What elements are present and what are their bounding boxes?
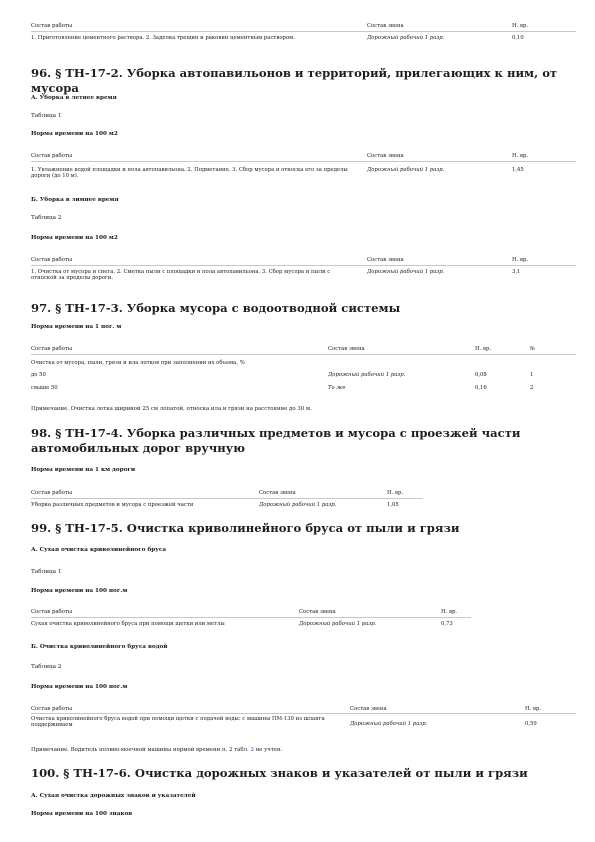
- s96-a-norm-label: Норма времени на 100 м2: [31, 131, 118, 137]
- table-rule: [31, 713, 576, 714]
- work-cell: Уборка различных предметов и мусора с проезжей части: [31, 502, 194, 508]
- header-crew: Состав звена: [299, 609, 336, 615]
- header-work: Состав работы: [31, 23, 73, 29]
- crew-cell: Дорожный рабочий 1 разр.: [328, 372, 406, 378]
- table-rule: [31, 31, 576, 32]
- s96-a-subheading: А. Уборка в летнее время: [31, 95, 117, 101]
- header-norm: Н. вр.: [512, 257, 529, 263]
- s96-b-table-label: Таблица 2: [31, 215, 62, 221]
- norm-cell: 1,05: [387, 502, 399, 508]
- header-work: Состав работы: [31, 346, 73, 352]
- table-rule: [31, 161, 576, 162]
- header-work: Состав работы: [31, 257, 73, 263]
- work-cell: свыше 50: [31, 385, 58, 391]
- norm-cell: 0,59: [525, 721, 537, 727]
- no-cell: 1: [530, 372, 534, 378]
- crew-cell: Дорожный рабочий 1 разр.: [350, 721, 428, 727]
- crew-cell: Дорожный рабочий 1 разр.: [367, 167, 445, 173]
- header-norm: Н. вр.: [512, 23, 529, 29]
- norm-cell: 1,45: [512, 167, 524, 173]
- crew-cell: Дорожный рабочий 1 разр.: [367, 35, 445, 41]
- group-cell: Очистка от мусора, пыли, грязи и ила лотков при заполнении их объема, %: [31, 360, 245, 366]
- s97-norm-label: Норма времени на 1 пог. м: [31, 324, 122, 330]
- no-cell: 2: [530, 385, 534, 391]
- s99-a-norm-label: Норма времени на 100 пог.м: [31, 588, 128, 594]
- header-norm: Н. вр.: [525, 706, 542, 712]
- header-norm: Н. вр.: [475, 346, 492, 352]
- s99-a-table-label: Таблица 1: [31, 569, 62, 575]
- work-cell: 1. Приготовление цементного раствора. 2. Заделка трещин и раковин цементным раствором.: [31, 35, 295, 41]
- s96-a-table-label: Таблица 1: [31, 113, 62, 119]
- work-cell: Сухая очистка криволинейного бруса при помощи щетки или метлы: [31, 621, 225, 627]
- s99-a-subheading: А. Сухая очистка криволинейного бруса: [31, 547, 167, 553]
- s99-note-text: Примечание. Водитель поливо-моечной машины нормой времени п. 2 табл.: [31, 747, 251, 753]
- header-norm: Н. вр.: [441, 609, 458, 615]
- header-crew: Состав звена: [350, 706, 387, 712]
- s100-norm-label: Норма времени на 100 знаков: [31, 811, 133, 817]
- s99-note-tail: не учтен.: [253, 747, 283, 753]
- header-crew: Состав звена: [367, 23, 404, 29]
- crew-cell: Дорожный рабочий 1 разр.: [259, 502, 337, 508]
- s97-note: Примечание. Очистка лотка шириной 25 см лопатой, относка ила и грязи на расстояние до 30 м.: [31, 406, 312, 412]
- header-work: Состав работы: [31, 153, 73, 159]
- s99-note-table-link[interactable]: 2: [250, 747, 254, 753]
- header-crew: Состав звена: [259, 490, 296, 496]
- work-cell: до 50: [31, 372, 46, 378]
- norm-cell: 0,16: [475, 385, 487, 391]
- header-work: Состав работы: [31, 706, 73, 712]
- table-rule: [31, 617, 471, 618]
- work-cell: 1. Очистка от мусора и снега. 2. Сметка пыли с площадки и пола автопавильона. 3. Сбор мусора и пыли с отноской за пределы дороги.: [31, 269, 331, 282]
- section-100-heading: 100. § ТН-17-6. Очистка дорожных знаков и указателей от пыли и грязи: [31, 766, 528, 780]
- header-work: Состав работы: [31, 490, 73, 496]
- section-97-heading: 97. § ТН-17-3. Уборка мусора с водоотводной системы: [31, 301, 401, 315]
- crew-cell: То же: [328, 385, 346, 391]
- work-cell: Очистка криволинейного бруса водой при помощи щетки с подачей воды: с машины ПМ-130 из шланга поддерживаем: [31, 716, 325, 729]
- header-norm: Н. вр.: [512, 153, 529, 159]
- table-rule: [31, 265, 576, 266]
- header-no: №: [530, 346, 536, 352]
- s98-norm-label: Норма времени на 1 км дороги: [31, 467, 136, 473]
- section-99-heading: 99. § ТН-17-5. Очистка криволинейного бруса от пыли и грязи: [31, 521, 460, 535]
- s99-b-norm-label: Норма времени на 100 пог.м: [31, 684, 128, 690]
- crew-cell: Дорожный рабочий 1 разр.: [367, 269, 445, 275]
- header-work: Состав работы: [31, 609, 73, 615]
- s100-a-subheading: А. Сухая очистка дорожных знаков и указателей: [31, 793, 196, 799]
- norm-cell: 0,73: [441, 621, 453, 627]
- norm-cell: 0,10: [512, 35, 524, 41]
- header-crew: Состав звена: [367, 257, 404, 263]
- section-96-heading: 96. § ТН-17-2. Уборка автопавильонов и территорий, прилегающих к ним, от мусора: [31, 66, 558, 95]
- crew-cell: Дорожный рабочий 1 разр.: [299, 621, 377, 627]
- table-rule: [31, 498, 423, 499]
- s99-b-subheading: Б. Очистка криволинейного бруса водой: [31, 644, 168, 650]
- s96-b-norm-label: Норма времени на 100 м2: [31, 235, 118, 241]
- header-crew: Состав звена: [328, 346, 365, 352]
- s99-note: [31, 746, 282, 754]
- table-rule: [31, 354, 576, 355]
- work-cell: 1. Увлажнение водой площадки и пола автопавильона. 2. Подметание. 3. Сбор мусора и относка его за пределы дороги (до 10 м).: [31, 167, 348, 180]
- header-norm: Н. вр.: [387, 490, 404, 496]
- section-98-heading: 98. § ТН-17-4. Уборка различных предметов и мусора с проезжей части автомобильных дорог вручную: [31, 426, 521, 455]
- norm-cell: 0,08: [475, 372, 487, 378]
- header-crew: Состав звена: [367, 153, 404, 159]
- norm-cell: 3,1: [512, 269, 521, 275]
- s96-b-subheading: Б. Уборка в зимнее время: [31, 197, 119, 203]
- s99-b-table-label: Таблица 2: [31, 664, 62, 670]
